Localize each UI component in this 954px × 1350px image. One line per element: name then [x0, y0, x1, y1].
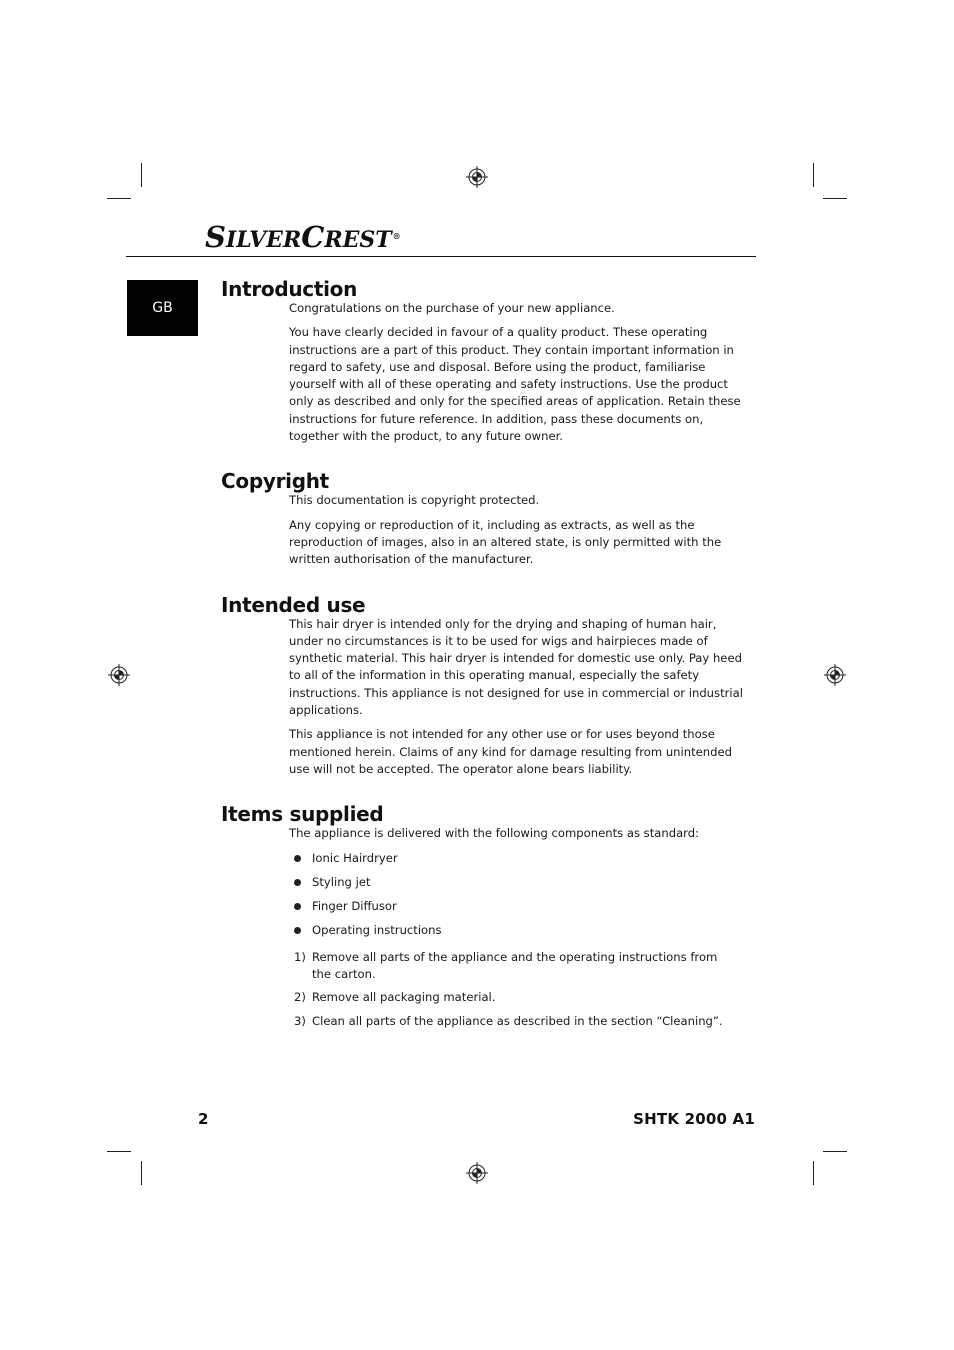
section-title: Introduction [221, 277, 358, 301]
crop-mark [107, 1151, 131, 1152]
crop-mark [823, 1151, 847, 1152]
crop-mark [813, 163, 814, 187]
registration-mark-icon [466, 166, 488, 188]
section-title: Items supplied [221, 802, 384, 827]
paragraph: You have clearly decided in favour of a quality product. These operating instructions are a part of this product. They contain important information in regard to safety, use and disposal. Before using the product, familiarise yourself with all of these operating and safety instructions. Use the product only as described and only for the specified areas of application. Retain these instructions for future reference. In addition, pass these documents on, together with the product, to any future owner. [289, 325, 741, 444]
registration-mark-icon [466, 1162, 488, 1184]
paragraph: This appliance is not intended for any other use or for uses beyond those mentioned herein. Claims of any kind for damage resulting from unintended use will not be accepted. The operator alone bears liability. [289, 727, 732, 776]
section-copyright [221, 466, 751, 568]
step-number: 3) [294, 1013, 306, 1028]
items-list [294, 850, 751, 940]
section-title: Intended use [221, 592, 366, 617]
steps-list [294, 949, 751, 1030]
main-content [221, 274, 751, 1036]
registration-mark-icon [108, 664, 130, 686]
paragraph: Congratulations on the purchase of your new appliance. [289, 301, 615, 315]
model-number: SHTK 2000 A1 [633, 1110, 755, 1128]
paragraph: Any copying or reproduction of it, including as extracts, as well as the reproduction of images, also in an altered state, is only permitted with the written authorisation of the manufacturer. [289, 517, 722, 567]
paragraph: This documentation is copyright protected. [289, 493, 540, 508]
step-item [294, 1013, 732, 1030]
step-number: 1) [294, 949, 306, 964]
list-item: Ionic Hairdryer [294, 850, 751, 867]
crop-mark [141, 163, 142, 187]
section-items-supplied [221, 799, 751, 1030]
paragraph: The appliance is delivered with the following components as standard: [289, 826, 699, 841]
list-item: Operating instructions [294, 922, 751, 939]
crop-mark [823, 198, 847, 199]
step-item [294, 949, 732, 984]
step-item [294, 989, 732, 1006]
step-text: Remove all parts of the appliance and the operating instructions from the carton. [312, 949, 718, 982]
paragraph: This hair dryer is intended only for the drying and shaping of human hair, under no circumstances is it to be used for wigs and hairpieces made of synthetic material. This hair dryer is intended for domestic use only. Pay heed to all of the information in this operating manual, especially the safety instructions. This appliance is not designed for use in commercial or industrial applications. [289, 616, 743, 718]
brand-logo: SILVERCREST® [205, 220, 401, 254]
crop-mark [141, 1161, 142, 1185]
list-item: Styling jet [294, 874, 751, 891]
step-number: 2) [294, 990, 306, 1005]
list-item: Finger Diffusor [294, 898, 751, 915]
crop-mark [107, 198, 131, 199]
section-title: Copyright [221, 469, 329, 494]
registration-mark-icon [824, 664, 846, 686]
crop-mark [813, 1161, 814, 1185]
section-introduction [221, 274, 751, 445]
language-tab: GB [127, 280, 198, 336]
section-intended-use [221, 590, 751, 779]
step-text: Remove all packaging material. [312, 990, 496, 1005]
step-text: Clean all parts of the appliance as described in the section “Cleaning”. [312, 1013, 723, 1028]
page-number: 2 [198, 1110, 209, 1128]
header-divider [126, 256, 756, 257]
